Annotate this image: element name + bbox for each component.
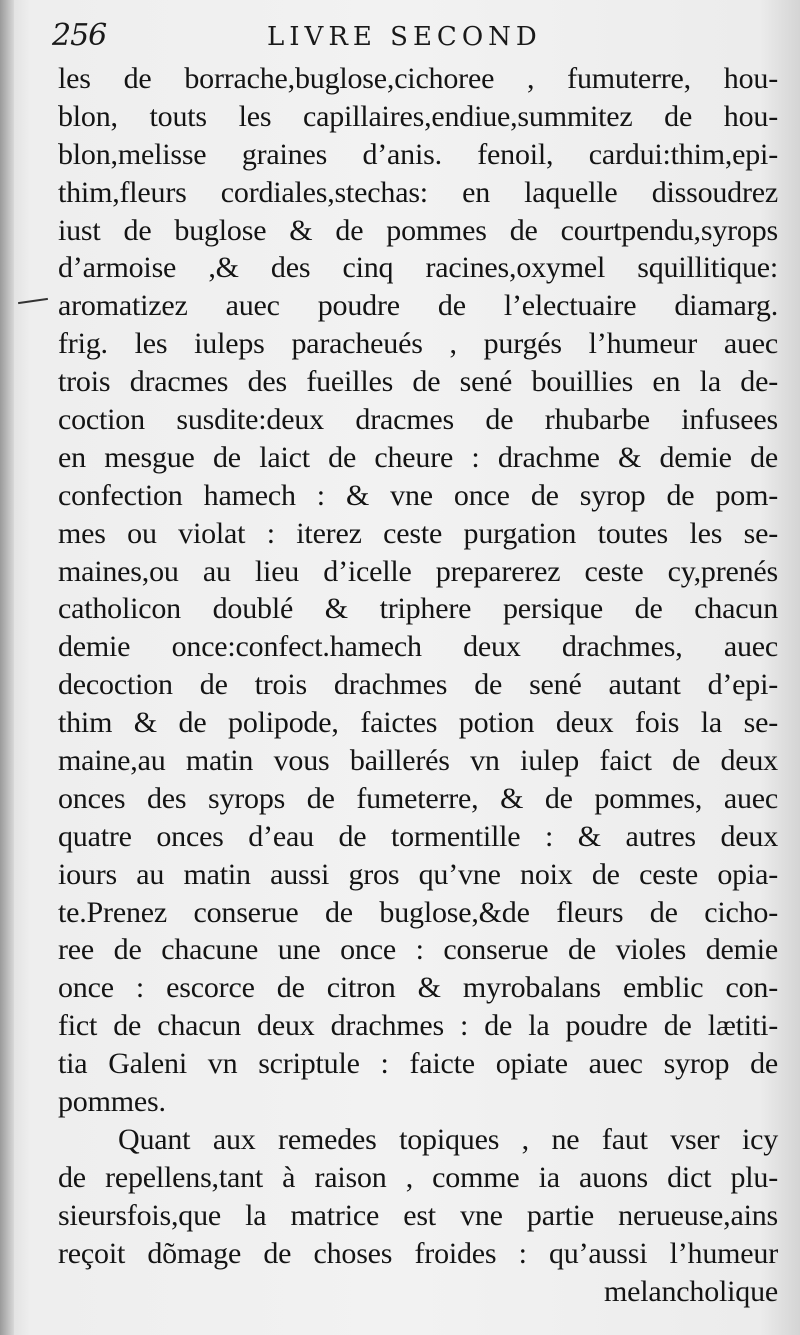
running-title: LIVRE SECOND — [267, 22, 542, 52]
text-line: coction susdite:deux dracmes de rhubarbe infusees — [58, 403, 778, 437]
text-line: thim,fleurs cordiales,stechas: en laquelle dissoudrez — [58, 175, 778, 209]
text-line: blon,melisse graines d’anis. fenoil, cardui:thim,epi- — [58, 137, 778, 171]
text-line: d’armoise ,& des cinq racines,oxymel squillitique: — [58, 251, 778, 285]
page-gutter — [0, 0, 14, 1335]
text-line: mes ou violat : iterez ceste purgation toutes les se- — [58, 516, 778, 550]
text-line: reçoit dõmage de choses froides : qu’aussi l’humeur — [58, 1236, 778, 1270]
text-line-indented: Quant aux remedes topiques , ne faut vser icy — [118, 1122, 778, 1156]
text-line: te.Prenez conserue de buglose,&de fleurs de cicho- — [58, 895, 778, 929]
text-line: frig. les iuleps paracheués , purgés l’humeur auec — [58, 327, 778, 361]
page-header — [52, 18, 752, 58]
text-line: onces des syrops de fumeterre, & de pommes, auec — [58, 781, 778, 815]
text-line: aromatizez auec poudre de l’electuaire diamarg. — [58, 289, 778, 323]
text-line: ree de chacune une once : conserue de violes demie — [58, 933, 778, 967]
text-line: decoction de trois drachmes de sené autant d’epi- — [58, 668, 778, 702]
text-line: maine,au matin vous baillerés vn iulep faict de deux — [58, 744, 778, 778]
text-line: les de borrache,buglose,cichoree , fumuterre, hou- — [58, 62, 778, 95]
body-text — [58, 60, 778, 1310]
text-line: maines,ou au lieu d’icelle preparerez ceste cy,prenés — [58, 554, 778, 588]
margin-mark — [18, 298, 48, 304]
text-line: iours au matin aussi gros qu’vne noix de ceste opia- — [58, 857, 778, 891]
page-number: 256 — [52, 18, 107, 53]
text-line: once : escorce de citron & myrobalans emblic con- — [58, 971, 778, 1005]
text-line-paragraph-end: pommes. — [58, 1085, 166, 1119]
text-line: en mesgue de laict de cheure : drachme & demie de — [58, 440, 778, 474]
text-line: demie once:confect.hamech deux drachmes, auec — [58, 630, 778, 664]
catchword: melancholique — [603, 1274, 778, 1308]
text-line: tia Galeni vn scriptule : faicte opiate auec syrop de — [58, 1047, 778, 1081]
text-line: fict de chacun deux drachmes : de la poudre de lætiti- — [58, 1009, 778, 1043]
text-line: trois dracmes des fueilles de sené bouillies en la de- — [58, 365, 778, 399]
text-line: thim & de polipode, faictes potion deux fois la se- — [58, 706, 778, 740]
text-line: de repellens,tant à raison , comme ia auons dict plu- — [58, 1160, 778, 1194]
text-line: catholicon doublé & triphere persique de chacun — [58, 592, 778, 626]
text-line: confection hamech : & vne once de syrop de pom- — [58, 478, 778, 512]
text-line: iust de buglose & de pommes de courtpendu,syrops — [58, 213, 778, 247]
text-line: sieursfois,que la matrice est vne partie nerueuse,ains — [58, 1198, 778, 1232]
text-line: quatre onces d’eau de tormentille : & autres deux — [58, 819, 778, 853]
text-line: blon, touts les capillaires,endiue,summitez de hou- — [58, 99, 778, 133]
